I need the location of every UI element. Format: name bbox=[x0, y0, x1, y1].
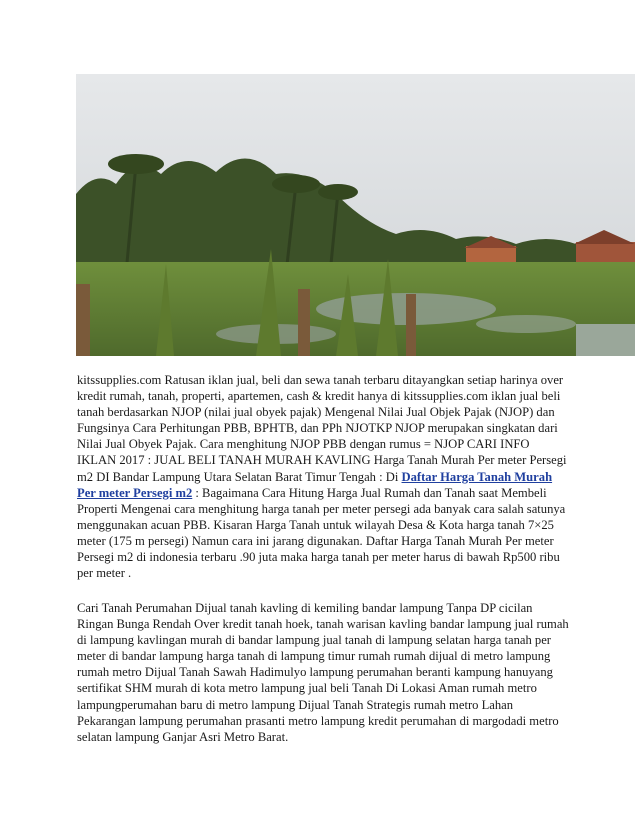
paragraph-text-after-link: : Bagaimana Cara Hitung Harga Jual Rumah dan Tanah saat Membeli Properti Mengenai cara menghitung harga tanah per meter persegi ada banyak cara salah satunya menggunakan acuan PBB. Kisaran Harga Tanah untuk wilayah Desa & Kota harga tanah 7×25 meter (175 m persegi) Namun cara ini jarang digunakan. Daftar Harga Tanah Murah Per meter Persegi m2 di indonesia terbaru .90 juta maka harga tanah per meter harus di bawah Rp500 ribu per meter . bbox=[77, 485, 566, 581]
daftar-harga-link[interactable]: Daftar Harga Tanah Murah Per meter Persegi m2 bbox=[77, 469, 553, 500]
paragraph-price-info bbox=[77, 372, 569, 581]
paragraph-listing-info: Cari Tanah Perumahan Dijual tanah kavling di kemiling bandar lampung Tanpa DP cicilan Ringan Bunga Rendah Over kredit tanah hoek, tanah warisan kavling bandar lampung jual rumah di lampung kavlingan murah di bandar lampung jual tanah di lampung selatan harga tanah per meter di bandar lampung harga tanah di lampung timur rumah rumah dijual di metro lampung rumah metro Dijual Tanah Sawah Hadimulyo lampung perumahan beranti kampung hanuyang sertifikat SHM murah di kota metro lampung jual beli Tanah Di Lokasi Aman rumah metro lampungperumahan baru di metro lampung Dijual Tanah Strategis rumah metro Lahan Pekarangan lampung perumahan prasanti metro lampung kredit perumahan di margodadi metro selatan lampung Ganjar Asri Metro Barat. bbox=[77, 601, 569, 744]
landscape-image bbox=[76, 74, 635, 356]
rice-field-photo bbox=[76, 74, 635, 356]
paragraph-text-before-link: kitssupplies.com Ratusan iklan jual, beli dan sewa tanah terbaru ditayangkan setiap harinya over kredit rumah, tanah, properti, apartemen, cash & kredit hanya di kitssupplies.com iklan jual beli tanah berdasarkan NJOP (nilai jual obyek pajak) Mengenal Nilai Jual Objek Pajak (NJOP) dan Fungsinya Cara Perhitungan PBB, BPHTB, dan PPh NJOTKP NJOP merupakan singkatan dari Nilai Jual Obyek Pajak. Cara menghitung NJOP PBB dengan rumus = NJOP CARI INFO IKLAN 2017 : JUAL BELI TANAH MURAH KAVLING Harga Tanah Murah Per meter Persegi m2 DI Bandar Lampung Utara Selatan Barat Timur Tengah : Di bbox=[77, 373, 567, 484]
